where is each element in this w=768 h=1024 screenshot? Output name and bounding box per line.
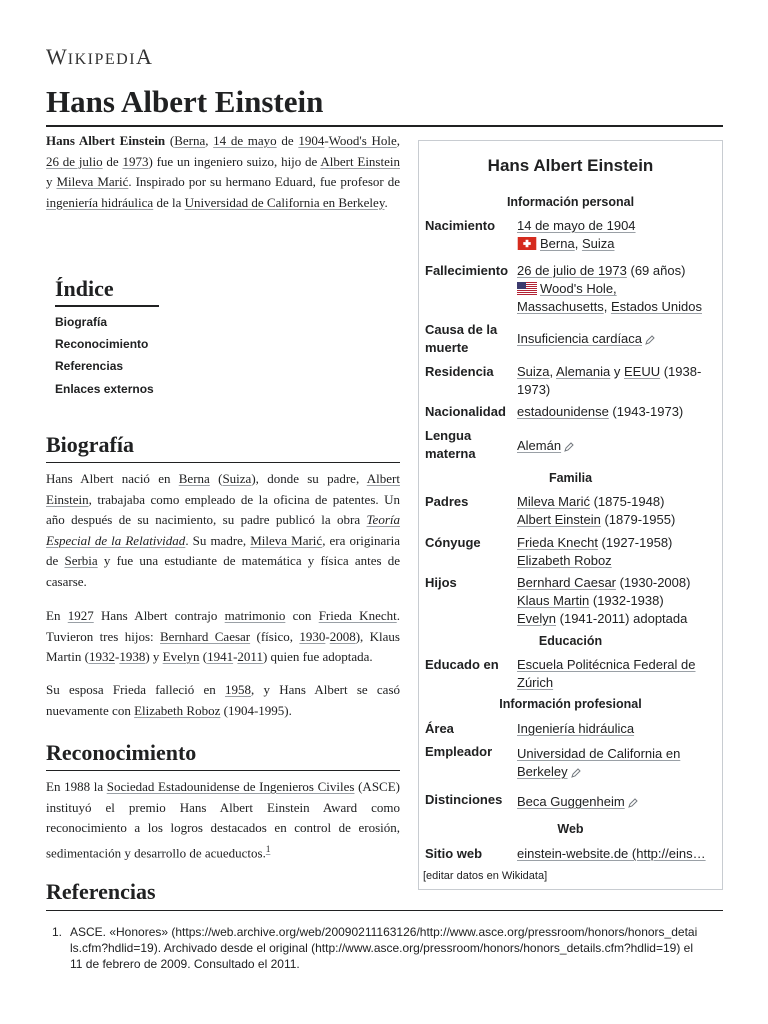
- link-year[interactable]: 2011: [237, 649, 263, 664]
- infobox-value-educado: [517, 656, 717, 692]
- infobox-value-residencia: Suiza, Alemania y EEUU (1938- 1973): [517, 364, 702, 397]
- link-ingenieria[interactable]: Ingeniería hidráulica: [517, 721, 635, 736]
- infobox-value-sitio-web: [517, 845, 717, 863]
- intro-paragraph: Hans Albert Einstein (Berna, 14 de mayo de 1904-Wood's Hole, 26 de julio de 1973) fue un ingeniero suizo, hijo de Albert Einstein y Mileva Marić. Inspirado por su hermano Eduard, fue profesor de ingeniería hidráulica de la Universidad de California en Berkeley.: [46, 133, 401, 210]
- infobox-section-familia: Familia: [548, 471, 593, 485]
- footnote-ref[interactable]: 1: [265, 843, 271, 854]
- index-item-biografia[interactable]: Biografía: [55, 315, 108, 329]
- link-alemania[interactable]: Alemania: [556, 364, 611, 379]
- link-website[interactable]: einstein-website.de (http://eins…: [517, 846, 706, 861]
- infobox-label-residencia: Residencia: [425, 364, 494, 379]
- infobox-label-empleador: Empleador: [425, 744, 493, 759]
- infobox-label-causa: Causa de la muerte: [425, 322, 498, 355]
- link-year[interactable]: 1932: [88, 649, 115, 664]
- infobox-value-causa: [517, 330, 717, 348]
- link-year[interactable]: 1927: [67, 608, 94, 623]
- link-year[interactable]: 1930: [299, 628, 326, 644]
- infobox-value-hijos: Bernhard Caesar (1930-2008) Klaus Martin (1932-1938) Evelyn (1941-2011) adoptada: [517, 575, 691, 626]
- reference-item: [52, 924, 724, 972]
- section-divider: [46, 770, 400, 771]
- edit-wikidata-link[interactable]: [editar datos en Wikidata]: [423, 870, 548, 882]
- infobox-label-nacionalidad: Nacionalidad: [425, 404, 506, 419]
- infobox-label-lengua: Lengua materna: [425, 428, 476, 461]
- infobox-value-fallecimiento: 26 de julio de 1973 (69 años) Wood's Hole, Massachusetts, Estados Unidos: [517, 263, 702, 314]
- link-woods-hole[interactable]: Wood's Hole: [328, 133, 397, 148]
- reference-line[interactable]: ls.cfm?hdlid=19). Archivado desde el original (http://www.asce.org/pressroom/honors/honors_details.cfm?hdlid=19) el: [70, 941, 693, 955]
- infobox-label-nacimiento: Nacimiento: [425, 218, 496, 233]
- link-estadounidense[interactable]: estadounidense: [517, 404, 609, 419]
- link-albert-einstein[interactable]: Albert Einstein: [46, 471, 400, 507]
- section-divider: [46, 910, 723, 911]
- infobox-label-sitio-web: Sitio web: [425, 846, 483, 861]
- link-eth-zurich[interactable]: Escuela Politécnica Federal de: [517, 657, 696, 672]
- biografia-paragraph-3: Su esposa Frieda falleció en 1958, y Hans Albert se casó nuevamente con Elizabeth Roboz (1904-1995).: [46, 682, 401, 718]
- infobox-label-hijos: Hijos: [425, 575, 457, 590]
- link-mileva-maric[interactable]: Mileva Marić: [56, 174, 129, 189]
- index-item-referencias[interactable]: Referencias: [55, 359, 124, 373]
- infobox-value-conyuge: Frieda Knecht (1927-1958) Elizabeth Roboz: [517, 535, 673, 568]
- link-year[interactable]: 1973: [122, 153, 149, 169]
- infobox-section-profesional: Información profesional: [499, 697, 642, 711]
- infobox-value-distinciones: [517, 793, 717, 811]
- infobox-section-educacion: Educación: [538, 634, 603, 648]
- link-teoria[interactable]: Teoría Especial de la Relatividad: [46, 512, 400, 548]
- link-berna[interactable]: Berna: [178, 471, 210, 486]
- index-title: Índice: [55, 276, 114, 301]
- section-title-biografia: Biografía: [46, 432, 134, 457]
- link-ingenieria[interactable]: ingeniería hidráulica: [46, 194, 154, 210]
- link-albert-einstein[interactable]: Albert Einstein: [517, 512, 601, 527]
- link-berna[interactable]: Berna: [540, 236, 575, 251]
- page-title: Hans Albert Einstein: [46, 84, 324, 119]
- link-berna[interactable]: Berna: [174, 133, 206, 148]
- link-mileva-maric[interactable]: Mileva Marić: [517, 494, 590, 509]
- logo-letter: W: [46, 44, 68, 69]
- logo-letter: A: [136, 44, 153, 69]
- reconocimiento-paragraph: En 1988 la Sociedad Estadounidense de Ingenieros Civiles (ASCE) instituyó el premio Hans Albert Einstein Award como reconocimiento a los logros destacados en control de erosión, sedimentación y desarrollo de acueductos.$^1$: [46, 779, 400, 860]
- link-elizabeth-roboz[interactable]: Elizabeth Roboz: [517, 553, 612, 568]
- infobox-section-personal: Información personal: [506, 195, 635, 209]
- link-aleman[interactable]: Alemán: [517, 438, 562, 453]
- infobox-value-nacimiento: 14 de mayo de 1904 Berna, Suiza: [517, 218, 636, 251]
- infobox-value-area: [517, 720, 717, 738]
- link-year[interactable]: 1941: [207, 649, 234, 664]
- link-birth-date[interactable]: 14 de mayo de 1904: [517, 218, 636, 233]
- link-suiza[interactable]: Suiza: [222, 471, 252, 486]
- infobox-value-empleador: [517, 745, 717, 781]
- wikipedia-logo[interactable]: [46, 44, 153, 70]
- link-bernhard-caesar[interactable]: Bernhard Caesar: [160, 628, 251, 644]
- link-year[interactable]: 1904: [298, 133, 325, 148]
- link-universidad[interactable]: Universidad de California en: [517, 746, 681, 761]
- infobox-label-area: Área: [425, 721, 454, 736]
- section-divider: [46, 462, 400, 463]
- link-date[interactable]: 26 de julio: [46, 153, 103, 169]
- link-date[interactable]: 14 de mayo: [213, 133, 277, 148]
- link-suiza[interactable]: Suiza: [517, 364, 550, 379]
- link-asce[interactable]: Sociedad Estadounidense de Ingenieros Civiles: [106, 779, 355, 794]
- link-evelyn[interactable]: Evelyn: [517, 611, 557, 626]
- link-universidad[interactable]: Universidad de California en Berkeley: [184, 194, 385, 210]
- pencil-icon[interactable]: [645, 335, 655, 345]
- logo-letters: IKIPEDI: [67, 51, 137, 68]
- link-eeuu[interactable]: EEUU: [623, 364, 661, 379]
- link-albert-einstein[interactable]: Albert Einstein: [320, 153, 400, 169]
- infobox-title: Hans Albert Einstein: [487, 156, 654, 175]
- biografia-paragraph-2: En 1927 Hans Albert contrajo matrimonio con Frieda Knecht. Tuvieron tres hijos: Bernhard Caesar (físico, 1930-2008), Klaus Martin (1932-1938) y Evelyn (1941-2011) quien fue adoptada.: [46, 608, 400, 664]
- link-massachusetts[interactable]: Massachusetts: [517, 299, 604, 314]
- infobox-label-educado: Educado en: [425, 657, 499, 672]
- infobox-value-padres: Mileva Marić (1875-1948) Albert Einstein (1879-1955): [517, 494, 676, 527]
- link-estados-unidos[interactable]: Estados Unidos: [610, 299, 702, 314]
- pencil-icon[interactable]: [571, 768, 581, 778]
- infobox-label-padres: Padres: [425, 494, 469, 509]
- index-item-reconocimiento[interactable]: Reconocimiento: [55, 337, 149, 351]
- link-year[interactable]: 1958: [224, 682, 251, 697]
- pencil-icon[interactable]: [628, 798, 638, 808]
- index-divider: [55, 305, 159, 307]
- infobox: [418, 140, 723, 890]
- link-klaus-martin[interactable]: Klaus Martin: [517, 593, 590, 608]
- title-divider: [46, 125, 723, 127]
- reference-number: 1.: [52, 925, 63, 939]
- pencil-icon[interactable]: [564, 442, 574, 452]
- link-evelyn[interactable]: Evelyn: [162, 649, 200, 664]
- link-universidad[interactable]: Berkeley: [517, 764, 568, 779]
- infobox-section-web: Web: [557, 822, 584, 836]
- link-year[interactable]: 2008: [329, 628, 356, 644]
- link-elizabeth-roboz[interactable]: Elizabeth Roboz: [134, 702, 221, 718]
- link-matrimonio[interactable]: matrimonio: [224, 608, 286, 623]
- index-item-enlaces[interactable]: Enlaces externos: [55, 382, 154, 396]
- link-frieda-knecht[interactable]: Frieda Knecht: [318, 608, 397, 623]
- us-flag-icon: [517, 282, 537, 295]
- biografia-paragraph-1: Hans Albert nació en Berna (Suiza), donde su padre, Albert Einstein, trabajaba como empleado de la oficina de patentes. Un año después de su nacimiento, su padre publicó la obra Teoría Especial de la Relatividad. Su madre, Mileva Marić, era originaria de Serbia y fue una estudiante de matemática y física antes de casarse.: [46, 471, 400, 589]
- infobox-value-nacionalidad: estadounidense (1943-1973): [517, 404, 684, 419]
- link-suiza[interactable]: Suiza: [581, 236, 615, 251]
- link-death-date[interactable]: 26 de julio de 1973: [517, 263, 627, 278]
- link-guggenheim[interactable]: Beca Guggenheim: [517, 794, 625, 809]
- swiss-flag-icon: [517, 237, 537, 250]
- link-insuficiencia[interactable]: Insuficiencia cardíaca: [517, 331, 643, 346]
- section-title-reconocimiento: Reconocimiento: [46, 740, 197, 765]
- section-title-referencias: Referencias: [46, 879, 156, 904]
- infobox-label-conyuge: Cónyuge: [425, 535, 481, 550]
- infobox-value-lengua: [517, 437, 717, 455]
- reference-line[interactable]: ASCE. «Honores» (https://web.archive.org/web/20090211163126/http://www.asce.org/pressroom/honors/honors_detai: [70, 925, 698, 939]
- link-year[interactable]: 1938: [119, 649, 146, 664]
- link-bernhard-caesar[interactable]: Bernhard Caesar: [517, 575, 616, 590]
- link-woods-hole[interactable]: Wood's Hole,: [540, 281, 617, 296]
- infobox-label-fallecimiento: Fallecimiento: [425, 263, 509, 278]
- link-mileva-maric[interactable]: Mileva Marić: [250, 532, 323, 548]
- link-eth-zurich[interactable]: Zúrich: [517, 675, 554, 690]
- infobox-label-distinciones: Distinciones: [425, 792, 503, 807]
- link-frieda-knecht[interactable]: Frieda Knecht: [517, 535, 598, 550]
- subject-name: Hans Albert Einstein: [46, 133, 166, 148]
- reference-line: 11 de febrero de 2009. Consultado el 2011.: [70, 957, 300, 971]
- link-serbia[interactable]: Serbia: [64, 553, 98, 568]
